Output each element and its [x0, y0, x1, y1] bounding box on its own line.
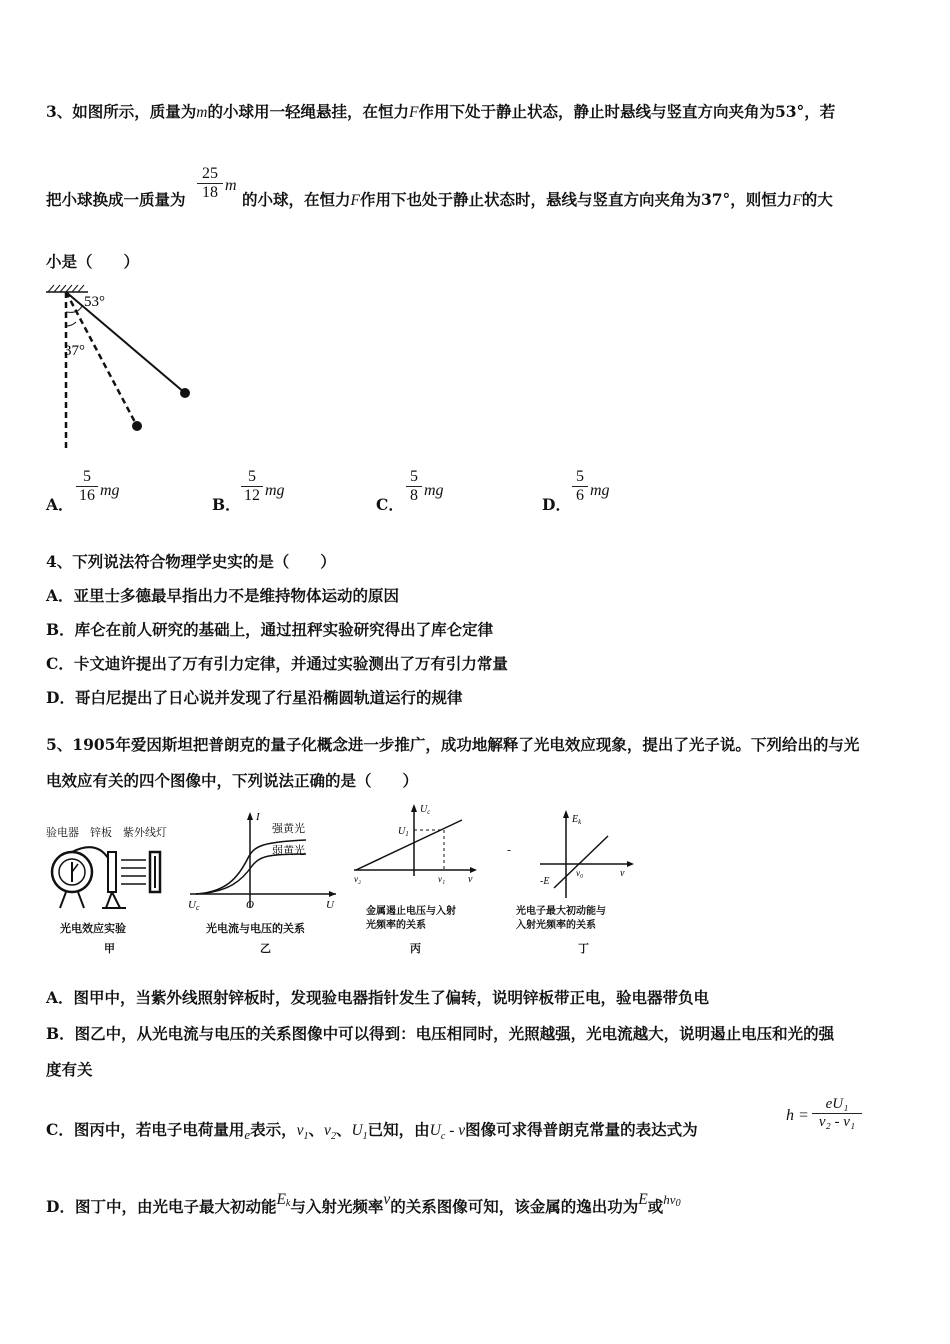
q3-option-a-unit: mg [100, 482, 120, 499]
weak-light-curve [196, 854, 306, 894]
q5-option-a[interactable]: A．图甲中，当紫外线照射锌板时，发现验电器指针发生了偏转，说明锌板带正电，验电器带负电 [46, 988, 710, 1007]
q5-option-b-line2[interactable]: 度有关 [46, 1060, 93, 1079]
q5-option-d[interactable]: D．图丁中，由光电子最大初动能$E_k$与入射光频率v的关系图像可知，该金属的逸出功为E或$^{hv}_0$ [46, 1191, 681, 1216]
q3-option-d-label[interactable]: D． [542, 495, 571, 514]
q4-option-c[interactable]: C．卡文迪许提出了万有引力定律，并通过实验测出了万有引力常量 [46, 654, 508, 673]
q3-option-a-label[interactable]: A． [46, 495, 74, 514]
q5-option-b-line1[interactable]: B．图乙中，从光电流与电压的关系图像中可以得到：电压相同时，光照越强，光电流越大，说明遏止电压和光的强 [46, 1024, 835, 1043]
fig-yi-caption: 光电流与电压的关系 [206, 922, 305, 935]
q3-fraction-25-18: $\frac{25}{18}$ [197, 165, 223, 202]
fig-yi-strong-label: 强黄光 [272, 822, 305, 835]
q3-option-c-fraction: $\frac{5}{8}$ [406, 468, 422, 505]
q5-stem-line2: 电效应有关的四个图像中，下列说法正确的是（ ） [46, 771, 419, 790]
fig-bing-v2-label: v₂ [354, 874, 362, 884]
stray-dash: - [507, 843, 512, 857]
fig-ding-caption-2: 入射光频率的关系 [516, 920, 596, 931]
fig-bing-uc-label: $U_c$ [420, 804, 431, 816]
angle-53-label: 53° [84, 294, 105, 310]
fig-ding-v0: v₀ [576, 868, 584, 878]
q5-c-h-equals: h = [786, 1107, 809, 1124]
fig-yi-weak-label: 弱黄光 [272, 844, 305, 857]
string-37 [66, 292, 137, 426]
fig-ding-axis-v: v [620, 868, 625, 879]
q3-option-a-fraction: $\frac{5}{16}$ [76, 468, 98, 505]
q3-option-c-label[interactable]: C． [376, 495, 404, 514]
arc-53 [66, 306, 82, 312]
fig-ding-graph [536, 806, 646, 906]
q3-option-b-label[interactable]: B． [212, 495, 241, 514]
fig-bing-caption-2: 光频率的关系 [366, 920, 426, 931]
fig-bing-axis-v: v [468, 874, 473, 885]
q3-line2b: 的小球，在恒力F作用下也处于静止状态时，悬线与竖直方向夹角为37°，则恒力F的大 [242, 190, 833, 209]
fig-jia-name: 甲 [104, 942, 115, 955]
q3-line3: 小是（ ） [46, 252, 140, 271]
arc-37 [66, 322, 76, 326]
q3-option-b-fraction: $\frac{5}{12}$ [241, 468, 263, 505]
q3-line2a: 把小球换成一质量为 [46, 190, 186, 209]
fig-bing-name: 丙 [410, 942, 421, 955]
fig-ding-line [554, 836, 608, 888]
q4-option-a[interactable]: A．亚里士多德最早指出力不是维持物体运动的原因 [46, 586, 400, 605]
q3-line1: 3、如图所示，质量为m的小球用一轻绳悬挂，在恒力F作用下处于静止状态，静止时悬线与竖直方向夹角为53°，若 [46, 102, 836, 121]
angle-37-label: 37° [64, 343, 85, 359]
fig-yi-axis-i: I [256, 811, 260, 823]
fig-yi-axis-u: U [326, 899, 334, 911]
q3-option-d-unit: mg [590, 482, 610, 499]
ball-37 [132, 421, 142, 431]
fig-bing-v1-label: v₁ [438, 874, 446, 884]
fig-jia-top-labels: 验电器 锌板 紫外线灯 [46, 826, 167, 839]
fig-bing-line [356, 820, 462, 870]
fig-jia-apparatus [46, 838, 186, 918]
fig-yi-graph [186, 808, 346, 918]
q3-option-d-fraction: $\frac{5}{6}$ [572, 468, 588, 505]
fig-ding-name: 丁 [578, 942, 589, 955]
q3-option-b-unit: mg [265, 482, 285, 499]
fig-bing-graph [350, 800, 490, 890]
q5-c-fraction: $\frac{\text{eU₁}}{\text{v₂ - v₁}}$ [812, 1096, 862, 1131]
ceiling-hatch [46, 285, 88, 292]
fig-ding-ek-label: $E_k$ [572, 814, 582, 826]
q4-stem: 4、下列说法符合物理学史实的是（ ） [46, 552, 336, 571]
fig-yi-name: 乙 [260, 942, 271, 955]
q5-option-c[interactable]: C．图丙中，若电子电荷量用$_e$表示，$v_1$、$v_2$、$U_1$已知，由$U_c$ - v图像可求得普朗克常量的表达式为 [46, 1120, 698, 1143]
fig-yi-uc-label: Uc [188, 899, 200, 912]
fig-bing-caption-1: 金属遏止电压与入射 [366, 906, 456, 917]
fig-bing-u1-label: $U_1$ [398, 826, 409, 838]
fig-ding-neg-e: -E [540, 876, 550, 887]
q3-option-c-unit: mg [424, 482, 444, 499]
q3-fraction-var: m [225, 177, 237, 194]
fig-ding-caption-1: 光电子最大初动能与 [516, 906, 606, 917]
q3-pendulum-diagram [40, 280, 210, 460]
q5-stem-line1: 5、1905年爱因斯坦把普朗克的量子化概念进一步推广，成功地解释了光电效应现象，提出了光子说。下列给出的与光 [46, 735, 860, 754]
q4-option-b[interactable]: B．库仑在前人研究的基础上，通过扭秤实验研究得出了库仑定律 [46, 620, 494, 639]
q4-option-d[interactable]: D．哥白尼提出了日心说并发现了行星沿椭圆轨道运行的规律 [46, 688, 463, 707]
ball-53 [180, 388, 190, 398]
fig-jia-caption: 光电效应实验 [60, 922, 126, 935]
fig-yi-origin: O [246, 899, 254, 911]
